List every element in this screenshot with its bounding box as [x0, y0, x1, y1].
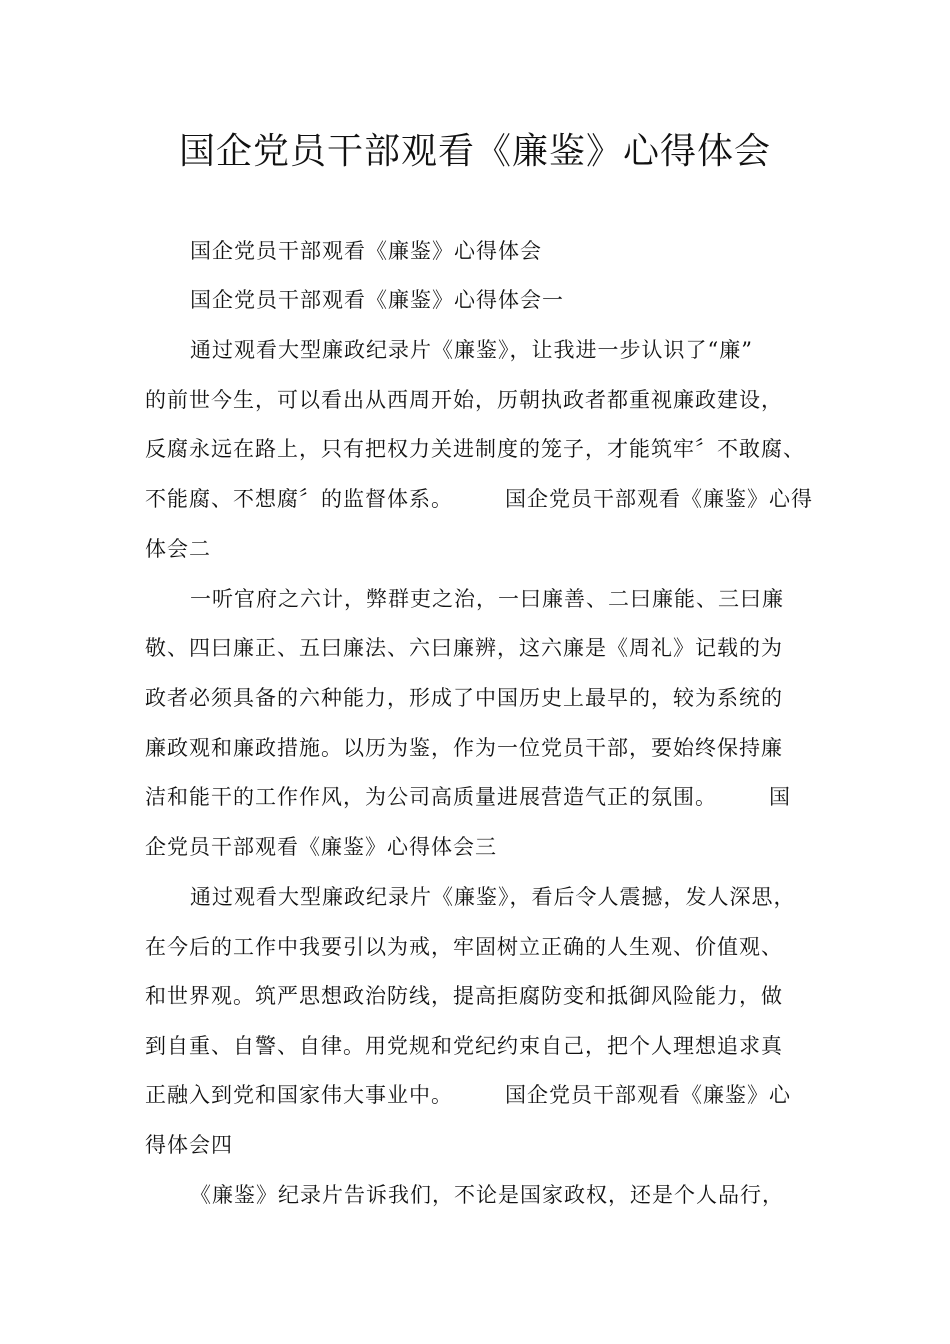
body-line: 廉政观和廉政措施。以历为鉴，作为一位党员干部，要始终保持廉	[145, 736, 783, 760]
document-title: 国企党员干部观看《廉鉴》心得体会	[178, 131, 771, 172]
body-line: 和世界观。筑严思想政治防线，提高拒腐防变和抵御风险能力，做	[145, 984, 783, 1008]
body-line: 通过观看大型廉政纪录片《廉鉴》，让我进一步认识了“廉”	[190, 338, 753, 362]
section-heading-four-end: 得体会四	[145, 1133, 233, 1157]
body-line: 《廉鉴》纪录片告诉我们，不论是国家政权，还是个人品行，	[190, 1183, 784, 1207]
body-text: 正融入到党和国家伟大事业中。	[145, 1083, 453, 1107]
body-text: 不能腐、不想腐〞的监督体系。	[145, 487, 453, 511]
body-line: 一听官府之六计，弊群吏之治，一曰廉善、二曰廉能、三曰廉	[190, 587, 784, 611]
section-heading-three-start: 国	[769, 785, 791, 809]
subtitle-line: 国企党员干部观看《廉鉴》心得体会	[190, 239, 542, 263]
body-line: 通过观看大型廉政纪录片《廉鉴》，看后令人震撼，发人深思，	[190, 885, 796, 909]
section-heading-two-start: 国企党员干部观看《廉鉴》心得	[505, 487, 813, 511]
body-line: 政者必须具备的六种能力，形成了中国历史上最早的，较为系统的	[145, 686, 783, 710]
section-heading-three-end: 企党员干部观看《廉鉴》心得体会三	[145, 835, 497, 859]
body-line	[145, 782, 791, 812]
body-line	[145, 1080, 791, 1110]
section-heading-two-end: 体会二	[145, 537, 211, 561]
body-line: 反腐永远在路上，只有把权力关进制度的笼子，才能筑牢〞不敢腐、	[145, 437, 805, 461]
body-line	[145, 484, 813, 514]
body-line: 在今后的工作中我要引以为戒，牢固树立正确的人生观、价值观、	[145, 935, 783, 959]
body-line: 敬、四曰廉正、五曰廉法、六曰廉辨，这六廉是《周礼》记载的为	[145, 636, 783, 660]
body-text: 洁和能干的工作作风，为公司高质量进展营造气正的氛围。	[145, 785, 717, 809]
body-line: 到自重、自警、自律。用党规和党纪约束自己，把个人理想追求真	[145, 1034, 783, 1058]
body-line: 的前世今生，可以看出从西周开始，历朝执政者都重视廉政建设，	[145, 388, 783, 412]
section-heading-one: 国企党员干部观看《廉鉴》心得体会一	[190, 288, 564, 312]
section-heading-four-start: 国企党员干部观看《廉鉴》心	[505, 1083, 791, 1107]
